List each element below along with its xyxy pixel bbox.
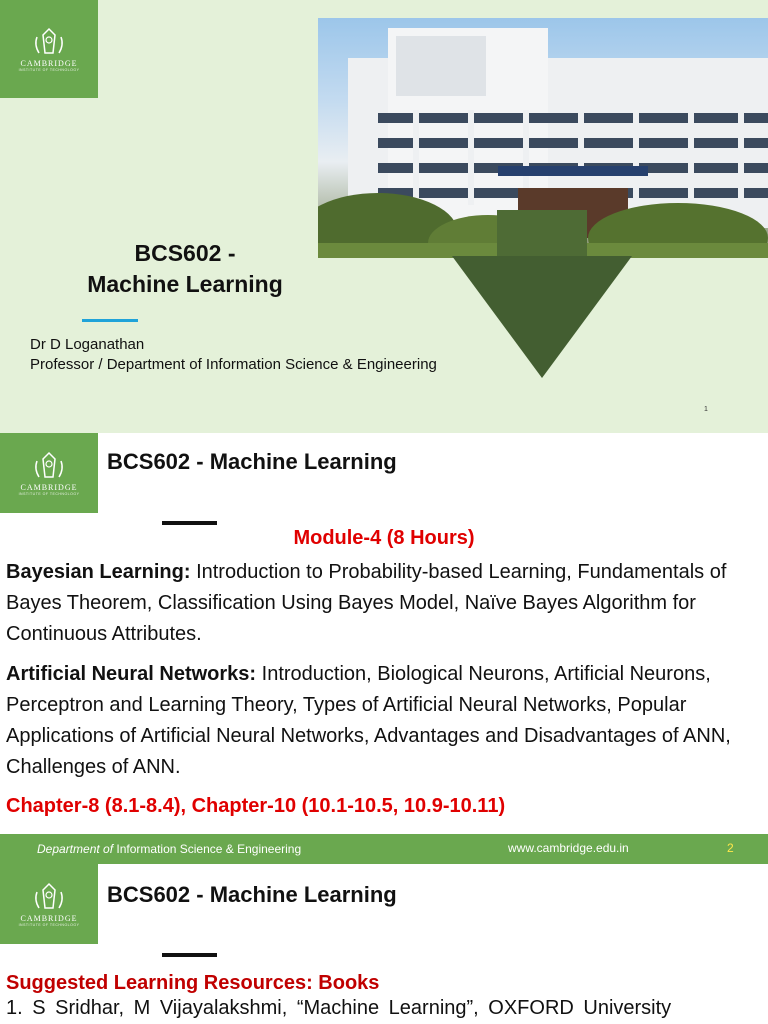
ann-label: Artificial Neural Networks: [6,663,257,685]
resources-slide [0,864,768,1024]
footer-department [37,842,301,856]
footer-website-link[interactable]: www.cambridge.edu.in [508,841,629,855]
logo-subtext: INSTITUTE OF TECHNOLOGY [18,922,80,927]
title-slide [0,0,768,433]
page-number: 2 [727,841,734,855]
logo-subtext: INSTITUTE OF TECHNOLOGY [18,491,80,496]
bayesian-learning-paragraph [6,557,746,650]
down-arrow-icon [452,256,632,378]
chapter-references: Chapter-8 (8.1-8.4), Chapter-10 (10.1-10.5, 10.9-10.11) [6,795,506,817]
bayesian-label: Bayesian Learning: [6,561,191,583]
title-accent-line [82,319,138,322]
book-reference-1: 1. S Sridhar, M Vijayalakshmi, “Machine Learning”, OXFORD University [6,997,672,1019]
module-slide [0,433,768,864]
slide-title: BCS602 - Machine Learning [107,449,397,474]
bayesian-text: Introduction to Probability-based Learning, Fundamentals of Bayes Theorem, Classification Using Bayes Model, Naïve Bayes Algorithm for Continuous Attributes. [6,561,727,645]
cambridge-logo [0,864,98,944]
books-heading: Suggested Learning Resources: Books [6,972,380,994]
arrow-stem [497,210,587,260]
slide-footer [0,834,768,864]
footer-dept-rest: Information Science & Engineering [113,842,302,856]
logo-text: CAMBRIDGE [20,482,78,492]
page-number: 1 [704,406,708,413]
title-underline [162,521,217,525]
cambridge-logo [0,433,98,513]
crest-icon [31,27,67,57]
author-name: Dr D Loganathan [30,336,145,353]
logo-text: CAMBRIDGE [20,58,78,68]
ann-text: Introduction, Biological Neurons, Artificial Neurons, Perceptron and Learning Theory, Types of Artificial Neural Networks, Popular Applications of Artificial Neural Networks, Advantages and Disadvantages of ANN, Challenges of ANN. [6,663,731,778]
logo-subtext: INSTITUTE OF TECHNOLOGY [18,67,80,72]
module-heading: Module-4 (8 Hours) [293,527,475,549]
slide-title: BCS602 - Machine Learning [87,240,283,297]
cambridge-logo [0,0,98,98]
ann-paragraph [6,659,746,783]
logo-text: CAMBRIDGE [20,913,78,923]
author-designation: Professor / Department of Information Science & Engineering [30,356,437,373]
slide-title: BCS602 - Machine Learning [107,882,397,907]
footer-dept-italic: Department of [37,842,114,856]
crest-icon [31,882,67,912]
crest-icon [31,451,67,481]
title-underline [162,953,217,957]
